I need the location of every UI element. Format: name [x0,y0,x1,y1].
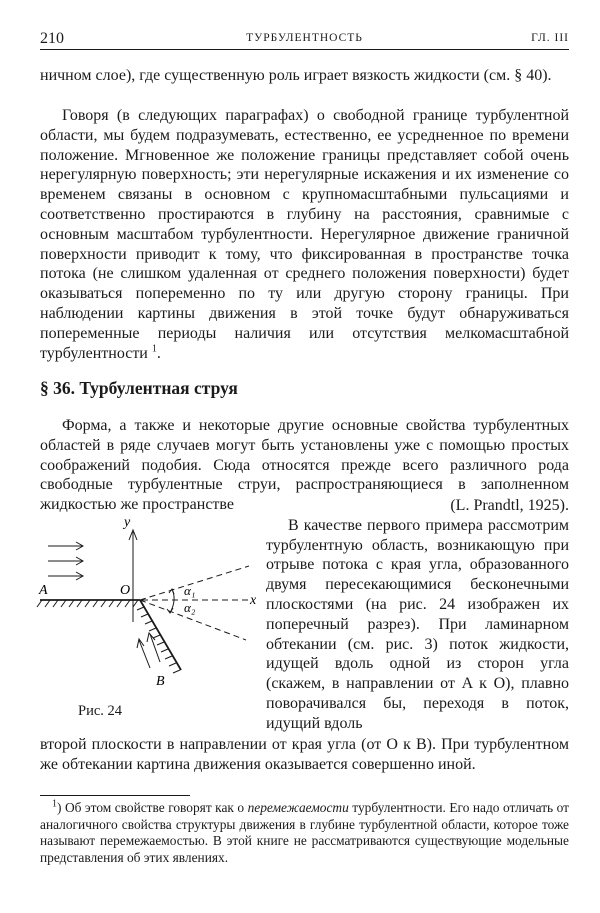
paragraph-1-text: ничном слое), где существенную роль играет вязкость жидкости (см. § 40). [40,67,552,84]
paragraph-2-text: Говоря (в следующих параграфах) о свободной границе турбулентной области, мы будем подразумевать, естественно, ее усредненное по времени положение. Мгновенное же положение границы представляет собой очень нерегулярную поверхность; эти нерегулярные искажения и их изменение со временем связаны в основном с крупномасштабными пульсациями и соответственно простираются в глубину на расстояния, сравнимые с основным масштабом турбулентности. Нерегулярное движение граничной поверхности приводит к тому, что фиксированная в пространстве точка потока (не слишком удаленная от среднего положения поверхности) будет оказываться попеременно по ту или другую сторону границы. При наблюдении картины движения в этой точке будут обнаруживаться попеременные периоды наличия или отсутствия мелкомасштабной турбулентности [40,107,569,362]
footnote: $^1$) Об этом свойстве говорят как о перемежаемости турбулентности. Его надо отличать от аналогичного свойства структуры движения в глубине турбулентной области, которое тоже называют перемежаемостью. В этой книге не рассматриваются существующие модельные представления об этих явлениях. [40,798,569,865]
paragraph-3-reference: (L. Prandtl, 1925). [450,497,569,514]
footnote-text-a: Об этом свойстве говорят как о [64,800,245,815]
chapter-label: ГЛ. III [531,32,569,44]
wall-a-o-hatching [37,600,138,607]
figure-caption: Рис. 24 [78,703,123,719]
paragraph-2 [40,106,569,363]
paragraph-1 [40,66,569,86]
paragraph-5 [40,735,569,775]
figure-24-diagram [34,512,274,694]
paragraph-3-text: Форма, а также и некоторые другие основные свойства турбулентных областей в ряде случаев могут быть установлены уже с помощью простых соображений подобия. Сюда относятся прежде всего различного рода свободные турбулентные струи, распространяющиеся в заполненном жидкостью же пространстве [40,417,569,514]
paragraph-5-text: второй плоскости в направлении от края угла (от O к B). При турбулентном же обтекании картина движения оказывается совершенно иной. [40,736,569,773]
label-alpha1: α₁ [184,583,196,598]
footnote-text-b: турбулентности. Его надо отличать от аналогичного свойства структуры движения в глубине турбулентной области, которое тоже называют перемежаемостью. В этой книге не рассматриваются существующие модельные представления об этих явлениях. [40,800,569,865]
page-header [40,30,569,50]
header-rule [40,49,569,50]
running-title: ТУРБУЛЕНТНОСТЬ [246,32,363,44]
wall-o-b-hatching [137,607,180,673]
footnote-mark: 1 [52,798,57,810]
flow-arrows-slanted [137,633,160,668]
figure-24 [34,512,274,694]
footnote-term: перемежаемости [247,800,349,815]
footnote-rule [40,795,190,796]
flow-arrows-horizontal [48,542,83,580]
label-alpha2: α₂ [184,600,196,615]
label-B: B [156,674,165,689]
footnote-ref: 1 [151,343,157,355]
label-A: A [39,583,48,598]
section-heading: § 36. Турбулентная струя [40,378,238,398]
paragraph-4 [266,496,569,734]
paragraph-2-end: . [156,344,161,362]
label-O: O [120,583,131,598]
label-y: y [124,515,131,530]
page-number: 210 [40,30,64,47]
label-x: x [250,593,257,608]
paragraph-4-text: В качестве первого примера рассмотрим турбулентную область, возникающую при отрыве потока с края угла, образованного двумя пересекающимися бесконечными плоскостями (на рис. 24 изображен их поперечный разрез). При ламинарном обтекании (см. рис. 3) поток жидкости, идущей вдоль одной из сторон угла (скажем, в направлении от A к O), плавно поворачивался бы, переходя в поток, идущий вдоль [266,516,569,732]
